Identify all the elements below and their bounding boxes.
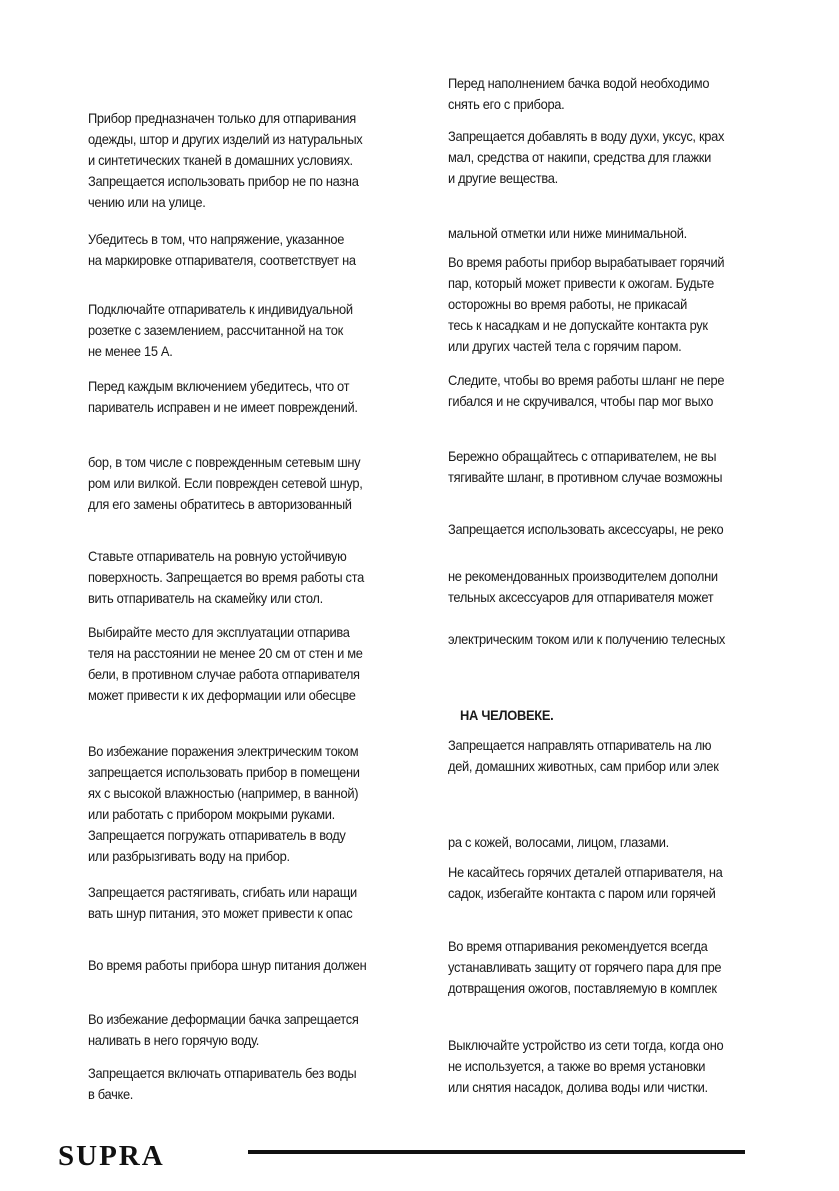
text-line: не используется, а также во время установки	[448, 1058, 706, 1074]
text-line: или других частей тела с горячим паром.	[448, 338, 682, 354]
text-line: Прибор предназначен только для отпаривания	[88, 110, 356, 126]
text-line: осторожны во время работы, не прикасай	[448, 296, 688, 312]
text-line: Перед каждым включением убедитесь, что от	[88, 378, 350, 394]
text-line: Убедитесь в том, что напряжение, указанное	[88, 231, 345, 247]
left-paragraph	[88, 546, 364, 609]
section-heading: НА ЧЕЛОВЕКЕ.	[460, 707, 554, 723]
text-line: париватель исправен и не имеет повреждений.	[88, 399, 358, 415]
text-line: одежды, штор и других изделий из натуральных	[88, 131, 363, 147]
text-line: садок, избегайте контакта с паром или горячей	[448, 885, 716, 901]
right-paragraph	[448, 73, 709, 115]
left-paragraph	[88, 1009, 359, 1051]
text-line: устанавливать защиту от горячего пара для пре	[448, 959, 722, 975]
text-line: ях с высокой влажностью (например, в ванной)	[88, 785, 359, 801]
text-line: Бережно обращайтесь с отпаривателем, не вы	[448, 448, 717, 464]
left-paragraph	[88, 376, 358, 418]
text-line: Выключайте устройство из сети тогда, когда оно	[448, 1037, 724, 1053]
text-line: тягивайте шланг, в противном случае возможны	[448, 469, 723, 485]
text-line: ра с кожей, волосами, лицом, глазами.	[448, 834, 669, 850]
right-paragraph	[448, 832, 669, 853]
right-paragraph	[448, 126, 724, 189]
text-line: снять его с прибора.	[448, 96, 565, 112]
text-line: Не касайтесь горячих деталей отпаривателя, на	[448, 864, 723, 880]
text-line: пар, который может привести к ожогам. Будьте	[448, 275, 714, 291]
right-paragraph	[448, 446, 722, 488]
right-paragraph	[448, 1035, 723, 1098]
text-line: Подключайте отпариватель к индивидуальной	[88, 301, 353, 317]
text-line: в бачке.	[88, 1086, 134, 1102]
supra-logo: SUPRA	[58, 1140, 165, 1172]
text-line: чению или на улице.	[88, 194, 206, 210]
text-line: электрическим током или к получению телесных	[448, 631, 726, 647]
text-line: Запрещается погружать отпариватель в воду	[88, 827, 346, 843]
text-line: гибался и не скручивался, чтобы пар мог выхо	[448, 393, 714, 409]
right-paragraph	[448, 370, 724, 412]
text-line: тельных аксессуаров для отпаривателя может	[448, 589, 714, 605]
text-line: Запрещается включать отпариватель без воды	[88, 1065, 357, 1081]
text-line: Во время отпаривания рекомендуется всегда	[448, 938, 708, 954]
text-line: для его замены обратитесь в авторизованный	[88, 496, 352, 512]
text-line: теля на расстоянии не менее 20 см от стен и ме	[88, 645, 363, 661]
text-line: Выбирайте место для эксплуатации отпарива	[88, 624, 350, 640]
text-line: дей, домашних животных, сам прибор или элек	[448, 758, 719, 774]
left-paragraph	[88, 452, 362, 515]
left-paragraph	[88, 622, 363, 706]
left-paragraph	[88, 1063, 356, 1105]
right-paragraph	[448, 223, 687, 244]
text-line: может привести к их деформации или обесцве	[88, 687, 356, 703]
text-line: не менее 15 А.	[88, 343, 173, 359]
text-line: Запрещается направлять отпариватель на лю	[448, 737, 712, 753]
text-line: Запрещается добавлять в воду духи, уксус, крах	[448, 128, 725, 144]
text-line: или работать с прибором мокрыми руками.	[88, 806, 335, 822]
left-paragraph	[88, 882, 357, 924]
right-paragraph	[448, 936, 721, 999]
text-line: или разбрызгивать воду на прибор.	[88, 848, 290, 864]
text-line: Во время работы прибора шнур питания должен	[88, 957, 367, 973]
text-line: бели, в противном случае работа отпаривателя	[88, 666, 360, 682]
text-line: вить отпариватель на скамейку или стол.	[88, 590, 323, 606]
text-line: Перед наполнением бачка водой необходимо	[448, 75, 710, 91]
text-line: и синтетических тканей в домашних условиях.	[88, 152, 353, 168]
text-line: бор, в том числе с поврежденным сетевым шну	[88, 454, 361, 470]
text-line: или снятия насадок, долива воды или чистки.	[448, 1079, 708, 1095]
right-paragraph	[448, 862, 722, 904]
right-paragraph	[448, 252, 724, 357]
text-line: и другие вещества.	[448, 170, 558, 186]
text-line: Следите, чтобы во время работы шланг не пере	[448, 372, 725, 388]
text-line: ром или вилкой. Если поврежден сетевой шнур,	[88, 475, 363, 491]
left-paragraph	[88, 299, 353, 362]
text-line: не рекомендованных производителем дополни	[448, 568, 718, 584]
right-paragraph	[448, 629, 725, 650]
text-line: Запрещается использовать прибор не по назна	[88, 173, 359, 189]
left-paragraph	[88, 229, 356, 271]
left-paragraph	[88, 741, 360, 867]
text-line: вать шнур питания, это может привести к опас	[88, 905, 353, 921]
text-line: дотвращения ожогов, поставляемую в комплек	[448, 980, 717, 996]
text-line: мальной отметки или ниже минимальной.	[448, 225, 687, 241]
right-paragraph	[448, 519, 723, 540]
footer-rule	[248, 1150, 745, 1154]
text-line: Запрещается растягивать, сгибать или наращи	[88, 884, 357, 900]
text-line: Запрещается использовать аксессуары, не реко	[448, 521, 724, 537]
text-line: тесь к насадкам и не допускайте контакта рук	[448, 317, 708, 333]
text-line: розетке с заземлением, рассчитанной на ток	[88, 322, 343, 338]
right-paragraph	[448, 566, 718, 608]
text-line: на маркировке отпаривателя, соответствует на	[88, 252, 356, 268]
left-paragraph	[88, 108, 362, 213]
text-line: Во избежание деформации бачка запрещается	[88, 1011, 359, 1027]
left-paragraph	[88, 955, 366, 976]
text-line: Во время работы прибор вырабатывает горячий	[448, 254, 725, 270]
text-line: Во избежание поражения электрическим током	[88, 743, 359, 759]
text-line: запрещается использовать прибор в помещени	[88, 764, 360, 780]
text-line: Ставьте отпариватель на ровную устойчивую	[88, 548, 347, 564]
text-line: мал, средства от накипи, средства для глажки	[448, 149, 712, 165]
text-line: наливать в него горячую воду.	[88, 1032, 260, 1048]
right-paragraph	[448, 735, 719, 777]
text-line: поверхность. Запрещается во время работы ста	[88, 569, 364, 585]
